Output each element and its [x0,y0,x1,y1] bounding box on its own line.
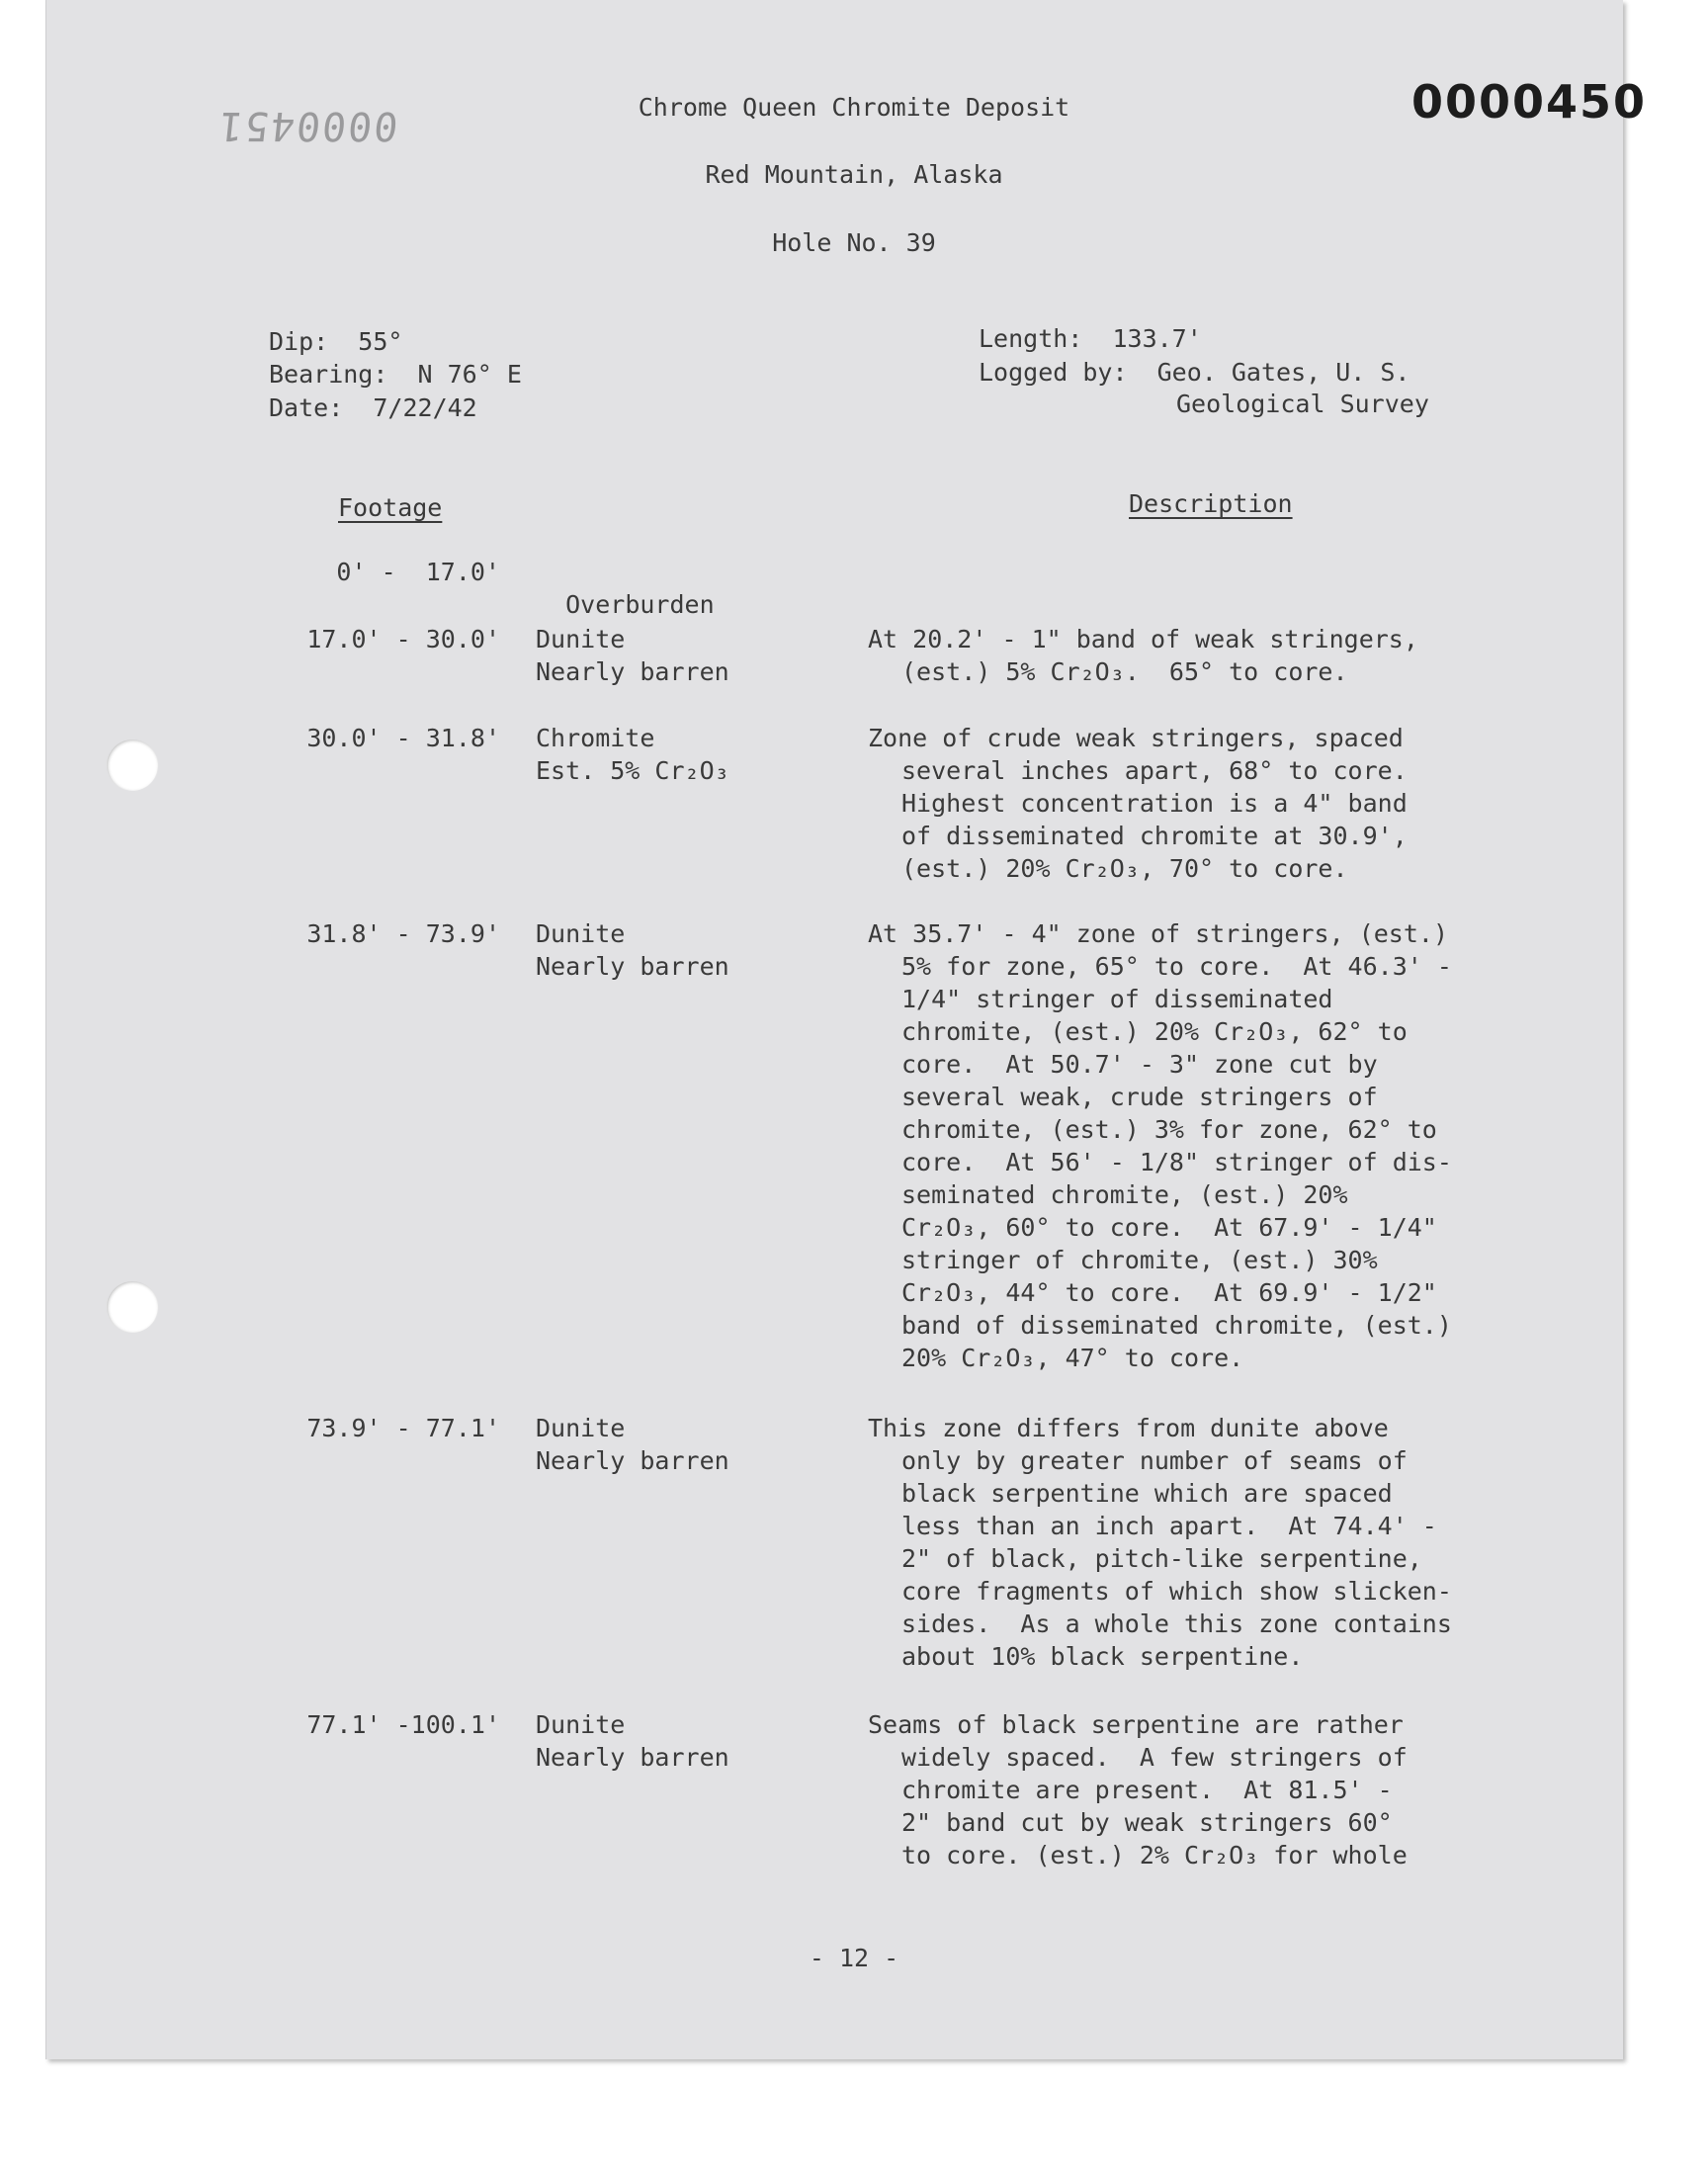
description-line: chromite, (est.) 3% for zone, 62° to [901,1115,1437,1144]
description-line: (est.) 20% Cr₂O₃, 70° to core. [901,854,1348,883]
stamp-number-left: 0000451 [214,103,400,148]
description-line: At 35.7' - 4" zone of stringers, (est.) [868,919,1448,948]
description-line: core fragments of which show slicken- [901,1577,1452,1606]
description-header: Description [1129,489,1293,518]
description-line: band of disseminated chromite, (est.) [901,1311,1452,1340]
rock-note: Nearly barren [536,1446,729,1475]
date-field: Date: 7/22/42 [269,393,477,422]
description-line: 1/4" stringer of disseminated [901,985,1333,1013]
logged-by-org: Geological Survey [1176,390,1429,418]
description-line: 2" band cut by weak stringers 60° [901,1808,1393,1837]
entry-footage: 17.0' - 30.0' [306,625,500,653]
description-line: several inches apart, 68° to core. [901,756,1408,785]
description-line: 2" of black, pitch-like serpentine, [901,1544,1422,1573]
description-line: (est.) 5% Cr₂O₃. 65° to core. [901,657,1348,686]
rock-type: Dunite [536,1710,626,1739]
dip-field: Dip: 55° [269,327,403,356]
entry-rock [536,917,729,983]
entry-description [868,1412,1540,1673]
description-line: several weak, crude stringers of [901,1083,1378,1111]
entry-footage: 30.0' - 31.8' [306,724,500,752]
entry-description [868,623,1540,688]
entry-footage: 77.1' -100.1' [306,1710,500,1739]
entry-rock [536,1412,729,1477]
rock-type: Dunite [536,919,626,948]
logged-by-field: Logged by: Geo. Gates, U. S. [979,358,1410,387]
description-line: At 20.2' - 1" band of weak stringers, [868,625,1418,653]
description-line: This zone differs from dunite above [868,1414,1389,1442]
description-line: Seams of black serpentine are rather [868,1710,1404,1739]
entry-footage: 0' - 17.0' [336,558,500,586]
description-line: chromite, (est.) 20% Cr₂O₃, 62° to [901,1017,1408,1046]
rock-note: Est. 5% Cr₂O₃ [536,756,729,785]
description-line: less than an inch apart. At 74.4' - [901,1512,1437,1540]
description-line: Highest concentration is a 4" band [901,789,1408,818]
rock-type: Dunite [536,1414,626,1442]
description-line: widely spaced. A few stringers of [901,1743,1408,1772]
punch-hole-top [107,740,158,791]
entry-rock [536,1708,729,1774]
description-line: chromite are present. At 81.5' - [901,1776,1393,1804]
length-field: Length: 133.7' [979,324,1202,353]
stamp-number-right: 0000450 [1411,75,1648,129]
entry-description [868,722,1540,885]
description-line: about 10% black serpentine. [901,1642,1304,1671]
rock-type: Dunite [536,625,626,653]
description-line: Cr₂O₃, 60° to core. At 67.9' - 1/4" [901,1213,1437,1242]
description-line: Zone of crude weak stringers, spaced [868,724,1404,752]
entry-description [868,1708,1540,1871]
entry-rock [536,623,729,688]
entry-rock [536,722,729,787]
description-line: only by greater number of seams of [901,1446,1408,1475]
description-line: to core. (est.) 2% Cr₂O₃ for whole [901,1841,1408,1870]
document-title: Chrome Queen Chromite Deposit [638,93,1070,122]
footage-header: Footage [338,493,443,522]
description-line: core. At 50.7' - 3" zone cut by [901,1050,1378,1079]
rock-note: Nearly barren [536,657,729,686]
description-line: 5% for zone, 65° to core. At 46.3' - [901,952,1452,981]
entry-footage: 73.9' - 77.1' [306,1414,500,1442]
punch-hole-bottom [107,1281,158,1333]
document-location: Red Mountain, Alaska [705,160,1003,189]
hole-number: Hole No. 39 [772,228,936,257]
description-line: 20% Cr₂O₃, 47° to core. [901,1344,1244,1372]
rock-type: Chromite [536,724,655,752]
description-line: black serpentine which are spaced [901,1479,1393,1508]
page-number: - 12 - [809,1944,899,1972]
description-line: sides. As a whole this zone contains [901,1610,1452,1638]
rock-note: Nearly barren [536,952,729,981]
entry-description [868,917,1540,1374]
entry-rock [536,556,715,621]
description-line: seminated chromite, (est.) 20% [901,1180,1348,1209]
rock-type: Overburden [565,590,715,619]
description-line: of disseminated chromite at 30.9', [901,822,1408,850]
description-line: core. At 56' - 1/8" stringer of dis- [901,1148,1452,1176]
bearing-field: Bearing: N 76° E [269,360,522,389]
entry-footage: 31.8' - 73.9' [306,919,500,948]
rock-note: Nearly barren [536,1743,729,1772]
description-line: Cr₂O₃, 44° to core. At 69.9' - 1/2" [901,1278,1437,1307]
description-line: stringer of chromite, (est.) 30% [901,1246,1378,1274]
